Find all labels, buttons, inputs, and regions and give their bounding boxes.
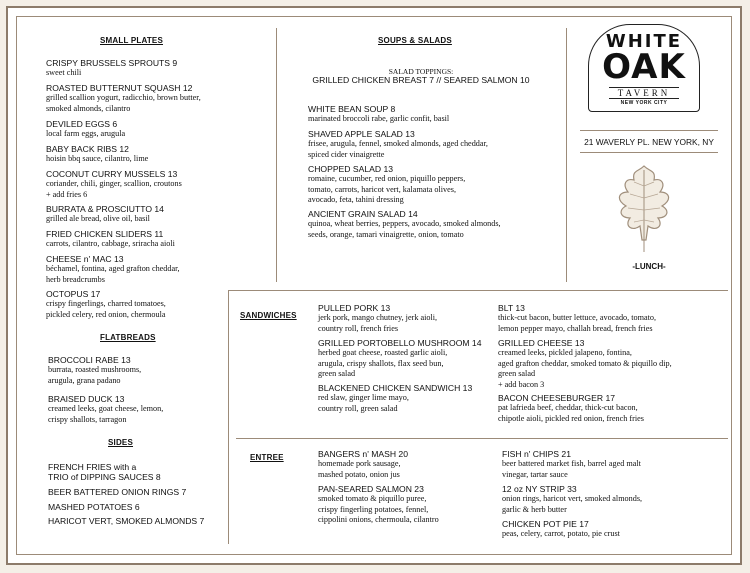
sandwiches-heading: SANDWICHES — [240, 311, 297, 320]
menu-item — [502, 519, 620, 540]
menu-item — [46, 144, 148, 165]
menu-item-description: peas, celery, carrot, potato, pie crust — [502, 529, 620, 538]
menu-item — [48, 394, 163, 425]
menu-item-description: frisee, arugula, fennel, smoked almonds, aged cheddar, — [308, 139, 488, 148]
menu-item — [46, 119, 125, 140]
menu-item — [498, 393, 644, 424]
menu-item-description: garlic & herb butter — [502, 504, 567, 514]
menu-item-description: crispy fingerling potatoes, fennel, — [318, 504, 429, 514]
menu-item-description: creamed leeks, goat cheese, lemon, — [48, 404, 164, 413]
logo-oak: OAK — [602, 47, 686, 87]
menu-item-name: ANCIENT GRAIN SALAD 14 — [308, 209, 418, 219]
menu-item-name: CHICKEN POT PIE 17 — [502, 519, 589, 529]
menu-item — [46, 289, 166, 320]
menu-item-description: beer battered market fish, barrel aged malt — [502, 459, 641, 468]
menu-item — [318, 338, 482, 380]
menu-item-description: béchamel, fontina, aged grafton cheddar, — [46, 264, 180, 273]
menu-item-name: MASHED POTATOES 6 — [48, 502, 140, 512]
divider-soups-brand — [566, 28, 567, 282]
menu-item-description: cippolini onions, chermoula, cilantro — [318, 515, 439, 524]
menu-item — [318, 484, 439, 526]
menu-item — [318, 383, 472, 414]
menu-item-description: onion rings, haricot vert, smoked almonds, — [502, 494, 643, 503]
menu-item-name: ROASTED BUTTERNUT SQUASH 12 — [46, 83, 193, 93]
menu-item-description: thick-cut bacon, butter lettuce, avocado, tomato, — [498, 313, 657, 322]
menu-item — [498, 303, 656, 334]
menu-item — [48, 355, 141, 386]
menu-item-description: mashed potato, onion jus — [318, 469, 400, 479]
menu-item — [318, 449, 408, 480]
menu-item-name: BLACKENED CHICKEN SANDWICH 13 — [318, 383, 473, 393]
menu-item-description: coriander, chili, ginger, scallion, croutons — [46, 179, 182, 188]
menu-item-description: chipotle aioli, pickled red onion, french fries — [498, 413, 644, 423]
menu-item-description: lemon pepper mayo, challah bread, french fries — [498, 323, 653, 333]
menu-item-name: PAN-SEARED SALMON 23 — [318, 484, 424, 494]
menu-item-name: BURRATA & PROSCIUTTO 14 — [46, 204, 164, 214]
menu-item — [308, 129, 488, 160]
logo-tavern: TAVERN — [617, 88, 671, 98]
logo-city: NEW YORK CITY — [620, 100, 668, 106]
sides-heading: SIDES — [108, 438, 134, 447]
menu-item-name: BROCCOLI RABE 13 — [48, 355, 131, 365]
menu-item-name: BRAISED DUCK 13 — [48, 394, 125, 404]
menu-item-description: country roll, green salad — [318, 403, 398, 413]
soups-salads-heading: SOUPS & SALADS — [378, 36, 452, 45]
menu-item — [46, 229, 175, 250]
menu-item-description: smoked almonds, cilantro — [46, 103, 131, 113]
menu-item-name: WHITE BEAN SOUP 8 — [308, 104, 396, 114]
menu-item — [46, 204, 164, 225]
menu-item-description: herb breadcrumbs — [46, 274, 105, 284]
logo-white: WHITE — [605, 31, 683, 52]
menu-item-name: BLT 13 — [498, 303, 525, 313]
menu-item-name: CRISPY BRUSSELS SPROUTS 9 — [46, 58, 178, 68]
salad-toppings: GRILLED CHICKEN BREAST 7 // SEARED SALMON 10 — [312, 75, 530, 85]
menu-item-name: FRENCH FRIES with a — [48, 462, 137, 472]
menu-item-description: red slaw, ginger lime mayo, — [318, 393, 409, 402]
menu-item-description: green salad — [498, 369, 536, 378]
menu-item-description: herbed goat cheese, roasted garlic aioli, — [318, 348, 448, 357]
menu-item-description: green salad — [318, 369, 356, 378]
menu-item-description: pat lafrieda beef, cheddar, thick-cut bacon, — [498, 403, 638, 412]
menu-item — [46, 169, 182, 200]
menu-item-description: aged grafton cheddar, smoked tomato & piquillo dip, — [498, 358, 672, 368]
menu-item-name: CHEESE n' MAC 13 — [46, 254, 124, 264]
divider-sandwiches-left — [228, 290, 229, 544]
menu-item-name: BANGERS n' MASH 20 — [318, 449, 408, 459]
menu-item-name: 12 oz NY STRIP 33 — [502, 484, 577, 494]
menu-item-description: vinegar, tartar sauce — [502, 469, 568, 479]
small-plates-heading: SMALL PLATES — [100, 36, 163, 45]
oak-leaf-icon — [604, 162, 684, 256]
menu-item-description: smoked tomato & piquillo puree, — [318, 494, 427, 503]
menu-item-description: seeds, orange, tamari vinaigrette, onion, tomato — [308, 229, 464, 239]
menu-item-name: BACON CHEESEBURGER 17 — [498, 393, 616, 403]
menu-item-description: country roll, french fries — [318, 323, 399, 333]
menu-item-description: crispy shallots, tarragon — [48, 414, 127, 424]
menu-item-name: FRIED CHICKEN SLIDERS 11 — [46, 229, 164, 239]
menu-item-name: BEER BATTERED ONION RINGS 7 — [48, 487, 187, 497]
menu-item — [502, 449, 641, 480]
menu-item-description: arugula, grana padano — [48, 375, 121, 385]
menu-item-name: GRILLED PORTOBELLO MUSHROOM 14 — [318, 338, 482, 348]
menu-item — [48, 462, 136, 472]
menu-label: -LUNCH- — [632, 262, 666, 271]
menu-item-description: carrots, cilantro, cabbage, sriracha aioli — [46, 239, 175, 248]
address-rule-bottom — [580, 152, 718, 153]
menu-item — [46, 254, 180, 285]
menu-item-name: DEVILED EGGS 6 — [46, 119, 118, 129]
address: 21 WAVERLY PL. NEW YORK, NY — [584, 137, 714, 147]
menu-item-description: avocado, feta, tahini dressing — [308, 195, 404, 204]
menu-item — [502, 484, 642, 515]
menu-item-description: romaine, cucumber, red onion, piquillo peppers, — [308, 174, 466, 183]
menu-item-description: grilled ale bread, olive oil, basil — [46, 214, 150, 223]
divider-entree-top — [236, 438, 728, 439]
menu-item-description: pickled celery, red onion, chermoula — [46, 309, 166, 319]
menu-item-description: marinated broccoli rabe, garlic confit, basil — [308, 114, 450, 123]
logo-rule-bottom — [609, 98, 679, 99]
menu-item-description: sweet chili — [46, 68, 82, 77]
divider-sandwiches-top — [228, 290, 728, 291]
menu-item — [46, 58, 177, 79]
menu-item — [48, 502, 140, 512]
menu-item — [48, 487, 186, 497]
menu-item-description: hoisin bbq sauce, cilantro, lime — [46, 154, 149, 163]
menu-item-name: CHOPPED SALAD 13 — [308, 164, 394, 174]
salad-toppings-label: SALAD TOPPINGS: — [388, 67, 454, 76]
menu-item-description: spiced cider vinaigrette — [308, 149, 385, 159]
menu-item — [318, 303, 437, 334]
menu-item-name: TRIO of DIPPING SAUCES 8 — [48, 472, 161, 482]
menu-item — [46, 83, 201, 114]
menu-item-name: SHAVED APPLE SALAD 13 — [308, 129, 415, 139]
menu-item — [308, 164, 465, 206]
menu-item — [48, 472, 161, 482]
menu-item-description: creamed leeks, pickled jalapeno, fontina, — [498, 348, 632, 357]
menu-item-name: BABY BACK RIBS 12 — [46, 144, 129, 154]
menu-item-description: + add bacon 3 — [498, 379, 545, 389]
menu-item — [308, 104, 449, 125]
menu-item-name: HARICOT VERT, SMOKED ALMONDS 7 — [48, 516, 205, 526]
menu-item-description: arugula, crispy shallots, flax seed bun, — [318, 358, 444, 368]
menu-item-name: GRILLED CHEESE 13 — [498, 338, 585, 348]
menu-item-description: + add fries 6 — [46, 189, 88, 199]
menu-item-description: quinoa, wheat berries, peppers, avocado, smoked almonds, — [308, 219, 501, 228]
menu-item-name: PULLED PORK 13 — [318, 303, 391, 313]
menu-item-description: tomato, carrots, haricot vert, kalamata olives, — [308, 184, 457, 194]
entree-heading: ENTREE — [250, 453, 284, 462]
menu-item — [308, 209, 501, 240]
menu-item-description: burrata, roasted mushrooms, — [48, 365, 142, 374]
menu-item — [48, 516, 204, 526]
white-oak-logo — [588, 24, 700, 112]
menu-item — [498, 338, 672, 390]
menu-item-description: crispy fingerlings, charred tomatoes, — [46, 299, 166, 308]
menu-item-description: homemade pork sausage, — [318, 459, 401, 468]
menu-item-name: FISH n' CHIPS 21 — [502, 449, 571, 459]
menu-item-name: COCONUT CURRY MUSSELS 13 — [46, 169, 178, 179]
menu-item-description: jerk pork, mango chutney, jerk aioli, — [318, 313, 438, 322]
address-rule-top — [580, 130, 718, 131]
menu-item-name: OCTOPUS 17 — [46, 289, 101, 299]
menu-item-description: local farm eggs, arugula — [46, 129, 126, 138]
menu-item-description: grilled scallion yogurt, radicchio, brown butter, — [46, 93, 201, 102]
divider-small-plates-soups — [276, 28, 277, 282]
flatbreads-heading: FLATBREADS — [100, 333, 156, 342]
